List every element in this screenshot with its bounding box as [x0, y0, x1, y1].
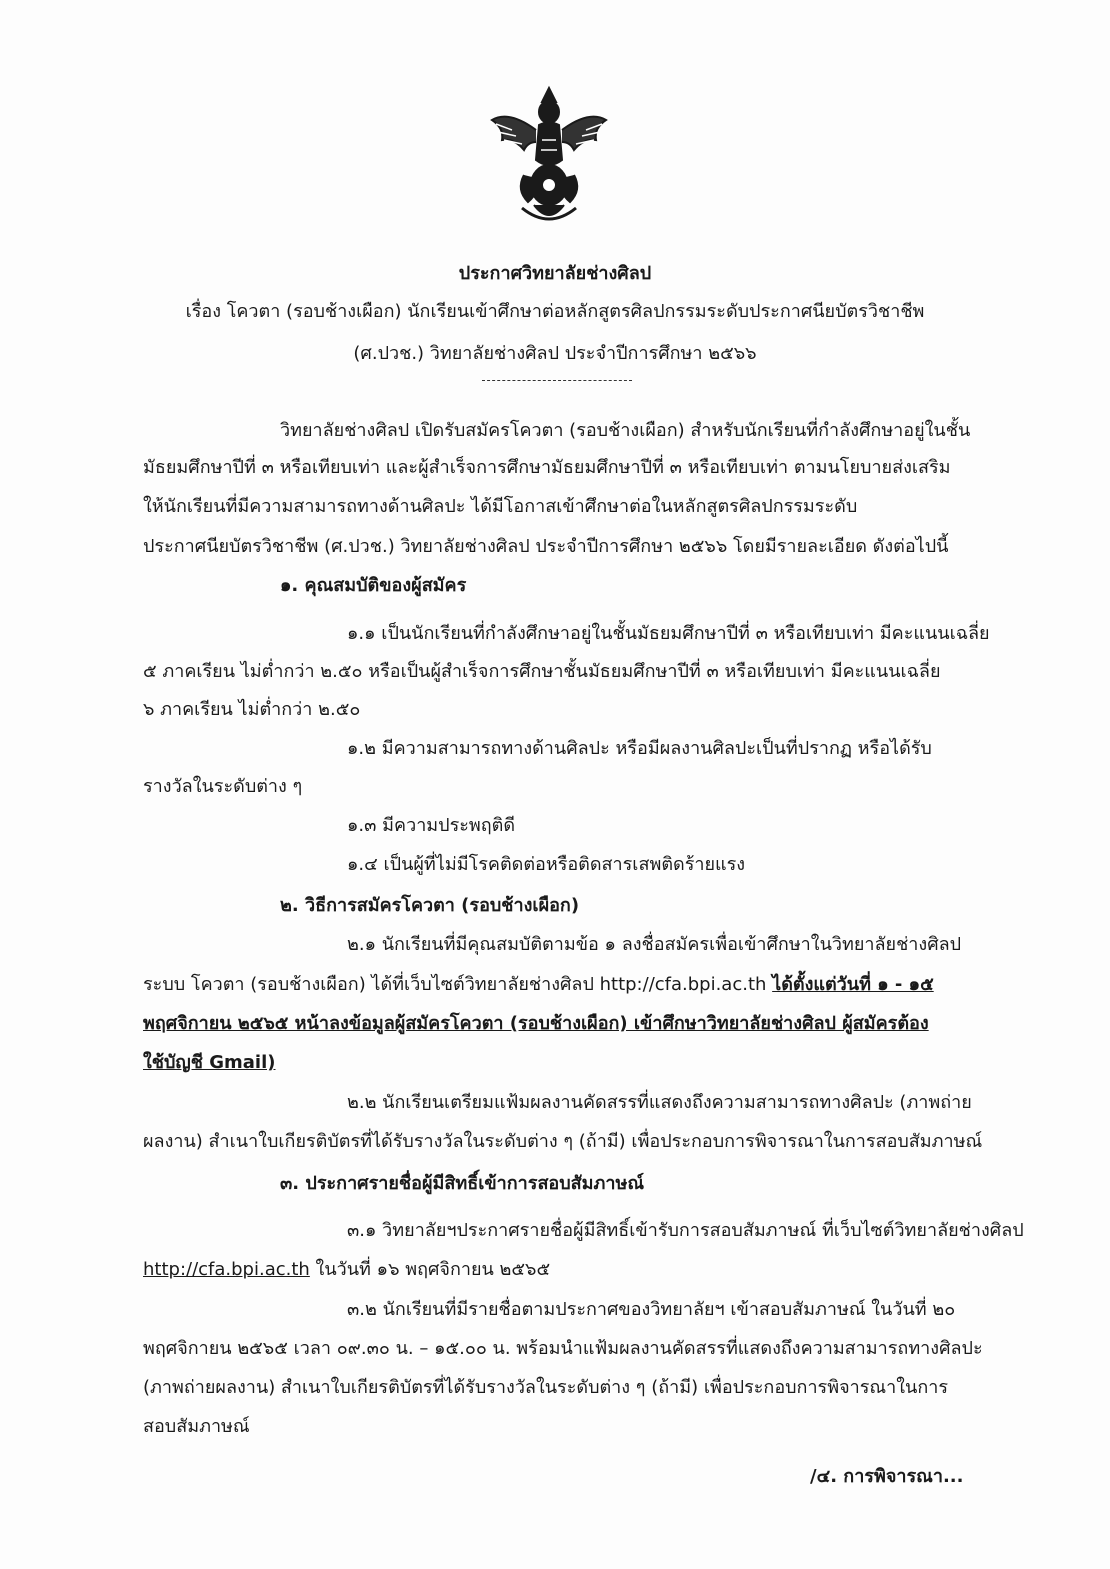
item-2-2-line-2: ผลงาน) สำเนาใบเกียรติบัตรที่ได้รับรางวัลในระดับต่าง ๆ (ถ้ามี) เพื่อประกอบการพิจารณาในการสอบสัมภาษณ์	[143, 1131, 983, 1152]
item-2-1-line-1: ๒.๑ นักเรียนที่มีคุณสมบัติตามข้อ ๑ ลงชื่อสมัครเพื่อเข้าศึกษาในวิทยาลัยช่างศิลป	[347, 934, 962, 955]
item-2-2-line-1: ๒.๒ นักเรียนเตรียมแฟ้มผลงานคัดสรรที่แสดงถึงความสามารถทางศิลปะ (ภาพถ่าย	[347, 1092, 972, 1113]
item-2-1-line-3: พฤศจิกายน ๒๕๖๕ หน้าลงข้อมูลผู้สมัครโควตา (รอบช้างเผือก) เข้าศึกษาวิทยาลัยช่างศิลป ผู้สมัครต้อง	[143, 1013, 929, 1034]
item-1-1-line-3: ๖ ภาคเรียน ไม่ต่ำกว่า ๒.๕๐	[143, 699, 361, 720]
separator	[482, 380, 632, 381]
continuation-marker: /๔. การพิจารณา...	[810, 1466, 964, 1487]
item-3-2-line-3: (ภาพถ่ายผลงาน) สำเนาใบเกียรติบัตรที่ได้รับรางวัลในระดับต่าง ๆ (ถ้ามี) เพื่อประกอบการพิจารณาในการ	[143, 1377, 948, 1398]
page-title: ประกาศวิทยาลัยช่างศิลป	[458, 263, 652, 284]
subject-line-2: (ศ.ปวช.) วิทยาลัยช่างศิลป ประจำปีการศึกษา ๒๕๖๖	[353, 343, 757, 364]
item-2-1-line-4: ใช้บัญชี Gmail)	[143, 1052, 276, 1073]
item-2-1-deadline: ได้ตั้งแต่วันที่ ๑ - ๑๕	[772, 974, 934, 995]
item-1-4: ๑.๔ เป็นผู้ที่ไม่มีโรคติดต่อหรือติดสารเสพติดร้ายแรง	[347, 854, 746, 875]
item-3-2-line-2: พฤศจิกายน ๒๕๖๕ เวลา ๐๙.๓๐ น. – ๑๕.๐๐ น. พร้อมนำแฟ้มผลงานคัดสรรที่แสดงถึงความสามารถทางศิลปะ	[143, 1338, 983, 1359]
item-1-1-line-1: ๑.๑ เป็นนักเรียนที่กำลังศึกษาอยู่ในชั้นมัธยมศึกษาปีที่ ๓ หรือเทียบเท่า มีคะแนนเฉลี่ย	[347, 623, 990, 644]
item-2-1-line-2-text: ระบบ โควตา (รอบช้างเผือก) ได้ที่เว็บไซต์วิทยาลัยช่างศิลป http://cfa.bpi.ac.th	[143, 974, 773, 995]
intro-line-1: วิทยาลัยช่างศิลป เปิดรับสมัครโควตา (รอบช้างเผือก) สำหรับนักเรียนที่กำลังศึกษาอยู่ในชั้น	[280, 420, 971, 441]
item-2-1-line-2	[143, 973, 934, 997]
item-3-2-line-1: ๓.๒ นักเรียนที่มีรายชื่อตามประกาศของวิทยาลัยฯ เข้าสอบสัมภาษณ์ ในวันที่ ๒๐	[347, 1299, 956, 1320]
section3-heading: ๓. ประกาศรายชื่อผู้มีสิทธิ์เข้าการสอบสัมภาษณ์	[280, 1173, 645, 1194]
item-3-1-date: ในวันที่ ๑๖ พฤศจิกายน ๒๕๖๕	[309, 1259, 551, 1280]
item-1-1-line-2: ๕ ภาคเรียน ไม่ต่ำกว่า ๒.๕๐ หรือเป็นผู้สำเร็จการศึกษาชั้นมัธยมศึกษาปีที่ ๓ หรือเทียบเท่า มีคะแนนเฉลี่ย	[143, 661, 941, 682]
intro-line-4: ประกาศนียบัตรวิชาชีพ (ศ.ปวช.) วิทยาลัยช่างศิลป ประจำปีการศึกษา ๒๕๖๖ โดยมีรายละเอียด ดังต่อไปนี้	[143, 536, 949, 557]
subject-line-1: เรื่อง โควตา (รอบช้างเผือก) นักเรียนเข้าศึกษาต่อหลักสูตรศิลปกรรมระดับประกาศนียบัตรวิชาชีพ	[185, 301, 925, 322]
section2-heading: ๒. วิธีการสมัครโควตา (รอบช้างเผือก)	[280, 895, 580, 916]
section1-heading: ๑. คุณสมบัติของผู้สมัคร	[280, 575, 467, 596]
item-1-2-line-2: รางวัลในระดับต่าง ๆ	[143, 776, 303, 797]
intro-line-2: มัธยมศึกษาปีที่ ๓ หรือเทียบเท่า และผู้สำเร็จการศึกษามัธยมศึกษาปีที่ ๓ หรือเทียบเท่า ตามนโยบายส่งเสริม	[143, 457, 951, 478]
item-1-3: ๑.๓ มีความประพฤติดี	[347, 815, 516, 836]
item-1-2-line-1: ๑.๒ มีความสามารถทางด้านศิลปะ หรือมีผลงานศิลปะเป็นที่ปรากฏ หรือได้รับ	[347, 738, 932, 759]
intro-line-3: ให้นักเรียนที่มีความสามารถทางด้านศิลปะ ได้มีโอกาสเข้าศึกษาต่อในหลักสูตรศิลปกรรมระดับ	[143, 496, 858, 517]
website-link[interactable]: http://cfa.bpi.ac.th	[143, 1259, 310, 1280]
item-3-1-line-1: ๓.๑ วิทยาลัยฯประกาศรายชื่อผู้มีสิทธิ์เข้ารับการสอบสัมภาษณ์ ที่เว็บไซต์วิทยาลัยช่างศิลป	[347, 1220, 1024, 1241]
garuda-emblem-icon	[484, 80, 614, 230]
item-3-2-line-4: สอบสัมภาษณ์	[143, 1416, 250, 1437]
item-3-1-line-2	[143, 1258, 550, 1282]
